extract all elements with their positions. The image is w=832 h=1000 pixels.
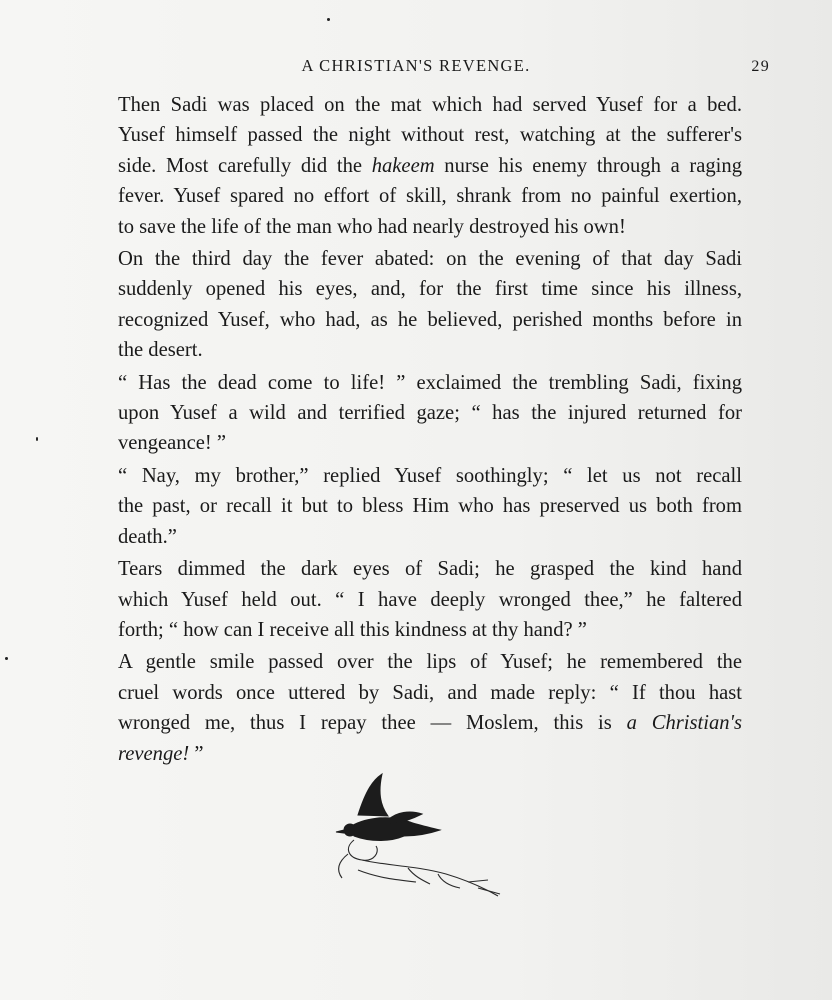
italic-phrase: revenge! xyxy=(118,742,190,765)
italic-word: hakeem xyxy=(371,154,435,177)
paragraph xyxy=(82,244,742,366)
page-number: 29 xyxy=(751,58,770,75)
closing-quote: ” xyxy=(189,742,204,765)
text-segment: side. Most carefully did the xyxy=(118,154,372,177)
text-line: upon Yusef a wild and terrified gaze; “ has the injured returned for xyxy=(118,402,742,425)
text-line: “ Has the dead come to life! ” exclaimed the trembling Sadi, fixing xyxy=(118,371,742,394)
text-line: “ Nay, my brother,” replied Yusef soothingly; “ let us not recall xyxy=(118,464,742,487)
paragraph xyxy=(82,90,742,242)
paragraph xyxy=(82,461,742,552)
paragraph xyxy=(82,554,742,645)
body-text xyxy=(82,90,742,771)
text-line: recognized Yusef, who had, as he believed, perished months before in xyxy=(118,308,742,331)
print-speck xyxy=(5,657,8,660)
text-segment: nurse his enemy through a raging xyxy=(434,154,742,177)
running-title: A CHRISTIAN'S REVENGE. xyxy=(301,56,531,75)
text-line: Tears dimmed the dark eyes of Sadi; he grasped the kind hand xyxy=(118,558,742,581)
print-speck xyxy=(36,437,38,441)
text-line: the past, or recall it but to bless Him who has preserved us both from xyxy=(118,495,742,518)
text-line: the desert. xyxy=(118,339,203,362)
text-line: fever. Yusef spared no effort of skill, shrank from no painful exertion, xyxy=(118,185,742,208)
bird-in-flight-icon xyxy=(318,770,508,900)
text-line xyxy=(82,151,742,181)
text-line: On the third day the fever abated: on the evening of that day Sadi xyxy=(118,248,742,271)
text-line: Then Sadi was placed on the mat which had served Yusef for a bed. xyxy=(118,94,742,116)
text-line: A gentle smile passed over the lips of Yusef; he remembered the xyxy=(118,651,742,674)
text-line: to save the life of the man who had nearly destroyed his own! xyxy=(118,215,626,238)
text-line xyxy=(82,739,742,769)
text-line xyxy=(82,708,742,738)
text-line: death.” xyxy=(118,525,177,548)
text-line: suddenly opened his eyes, and, for the first time since his illness, xyxy=(118,278,742,301)
print-speck xyxy=(327,18,330,21)
text-line: Yusef himself passed the night without rest, watching at the sufferer's xyxy=(118,124,742,147)
running-head xyxy=(0,56,832,80)
paragraph xyxy=(82,368,742,459)
text-segment: wronged me, thus I repay thee — Moslem, this is xyxy=(118,712,627,735)
text-line: which Yusef held out. “ I have deeply wronged thee,” he faltered xyxy=(118,588,742,611)
text-line: vengeance! ” xyxy=(118,432,227,455)
italic-phrase: a Christian's xyxy=(626,712,742,735)
text-line: forth; “ how can I receive all this kindness at thy hand? ” xyxy=(118,618,587,641)
text-line: cruel words once uttered by Sadi, and made reply: “ If thou hast xyxy=(118,681,742,704)
paragraph xyxy=(82,647,742,769)
